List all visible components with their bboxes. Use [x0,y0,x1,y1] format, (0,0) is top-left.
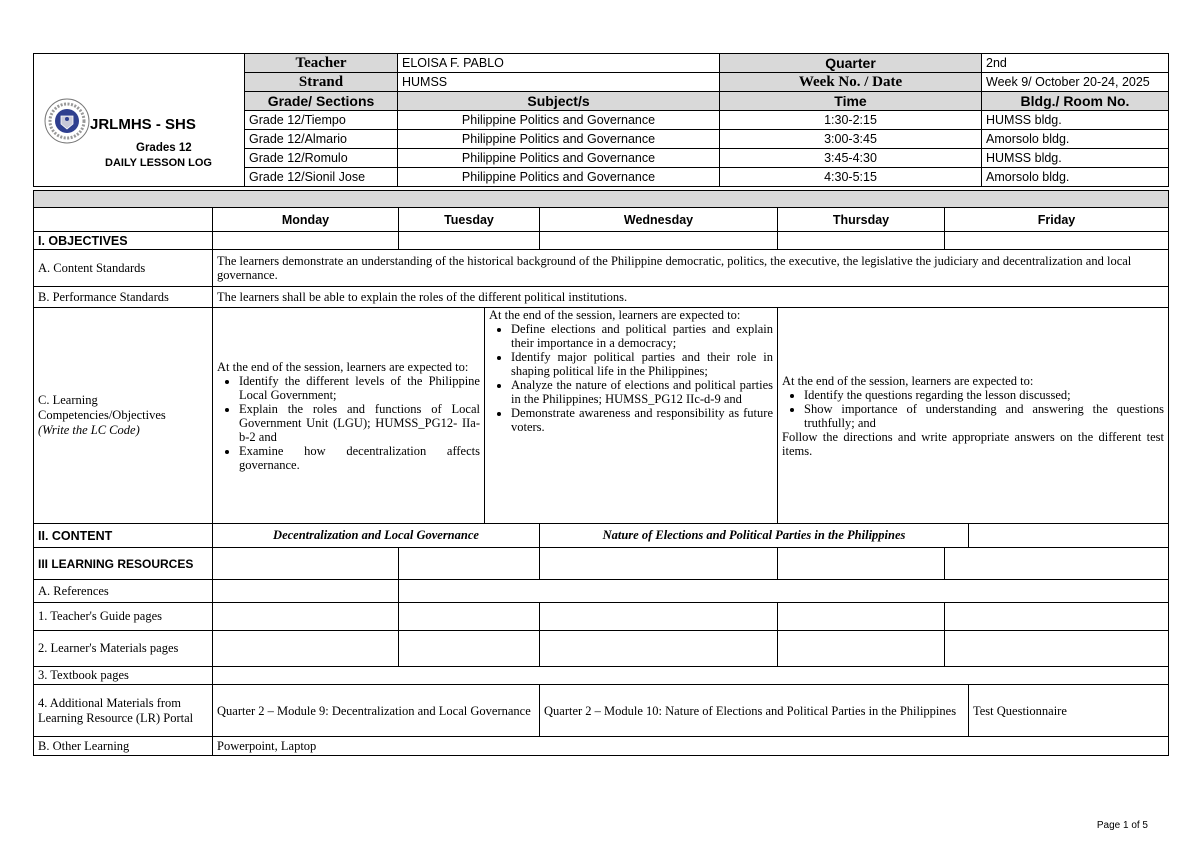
content-standards-text: The learners demonstrate an understanding of the historical background of the Philippine democratic, politics, the executive, the legislative the judiciary and decentralization and local governance. [213,250,1169,287]
performance-standards-text: The learners shall be able to explain the roles of the different political institutions. [213,287,1169,308]
lesson-log-table [33,190,1169,756]
objectives-intro: At the end of the session, learners are expected to: [782,373,1034,388]
section-room: HUMSS bldg. [982,111,1169,130]
day-friday: Friday [945,208,1169,232]
divider-band [34,191,1169,208]
deped-seal-icon [44,98,90,144]
subject-label: Subject/s [398,92,720,111]
textbook-label: 3. Textbook pages [34,667,213,685]
additional-materials-label: 4. Additional Materials from Learning Resource (LR) Portal [34,685,213,737]
objective-item: • Identify the different levels of the Philippine Local Government; [239,374,480,402]
content-heading: II. CONTENT [34,524,213,548]
wednesday-objectives [485,308,778,524]
time-label: Time [720,92,982,111]
objective-item: • Demonstrate awareness and responsibility as future voters. [511,406,773,434]
learners-materials-label: 2. Learner's Materials pages [34,631,213,667]
header-table [33,53,1169,187]
day-wednesday: Wednesday [540,208,778,232]
section-subject: Philippine Politics and Governance [398,130,720,149]
references-label: A. References [34,580,213,603]
objective-item: • Identify the questions regarding the lesson discussed; [804,388,1164,402]
section-subject: Philippine Politics and Governance [398,168,720,187]
grade-level: Grades 12 [136,142,192,154]
section-name: Grade 12/Romulo [245,149,398,168]
section-room: HUMSS bldg. [982,149,1169,168]
day-monday: Monday [213,208,399,232]
days-header-blank [34,208,213,232]
teacher-label: Teacher [245,54,398,73]
objectives-intro: At the end of the session, learners are expected to: [489,308,741,322]
day-thursday: Thursday [778,208,945,232]
objective-item: • Show importance of understanding and answering the questions truthfully; and [804,402,1164,430]
additional-material-module10: Quarter 2 – Module 10: Nature of Elections and Political Parties in the Philippines [540,685,969,737]
section-room: Amorsolo bldg. [982,130,1169,149]
section-subject: Philippine Politics and Governance [398,149,720,168]
quarter-value: 2nd [982,54,1169,73]
section-name: Grade 12/Tiempo [245,111,398,130]
additional-material-test: Test Questionnaire [969,685,1169,737]
other-learning-value: Powerpoint, Laptop [213,737,1169,756]
objective-item: • Explain the roles and functions of Local Government Unit (LGU); HUMSS_PG12- IIa-b-2 and [239,402,480,444]
learning-resources-heading: III LEARNING RESOURCES [34,548,213,580]
section-time: 1:30-2:15 [720,111,982,130]
school-logo-cell [34,54,245,187]
objective-item: • Define elections and political parties and explain their importance in a democracy; [511,322,773,350]
lc-code-note: (Write the LC Code) [38,423,140,437]
additional-material-module9: Quarter 2 – Module 9: Decentralization and Local Governance [213,685,540,737]
quarter-label: Quarter [720,54,982,73]
school-name: JRLMHS - SHS [90,116,196,133]
week-value: Week 9/ October 20-24, 2025 [982,73,1169,92]
grade-sections-label: Grade/ Sections [245,92,398,111]
content-topic-decentralization: Decentralization and Local Governance [213,524,540,548]
objective-item: • Examine how decentralization affects governance. [239,444,480,472]
section-name: Grade 12/Sionil Jose [245,168,398,187]
objectives-outro: Follow the directions and write appropriate answers on the different test items. [782,429,1164,458]
learning-competencies-title: C. Learning Competencies/Objectives [38,393,166,422]
section-time: 3:45-4:30 [720,149,982,168]
thursday-objectives [778,308,1169,524]
teachers-guide-label: 1. Teacher's Guide pages [34,603,213,631]
teacher-value: ELOISA F. PABLO [398,54,720,73]
day-tuesday: Tuesday [399,208,540,232]
objective-item: • Identify major political parties and their role in shaping political life in the Philippines; [511,350,773,378]
strand-value: HUMSS [398,73,720,92]
section-room: Amorsolo bldg. [982,168,1169,187]
section-time: 4:30-5:15 [720,168,982,187]
performance-standards-label: B. Performance Standards [34,287,213,308]
strand-label: Strand [245,73,398,92]
section-time: 3:00-3:45 [720,130,982,149]
page-number: Page 1 of 5 [1096,820,1148,831]
objectives-intro: At the end of the session, learners are expected to: [217,359,469,374]
section-name: Grade 12/Almario [245,130,398,149]
learning-competencies-label [34,308,213,524]
objective-item: • Analyze the nature of elections and political parties in the Philippines; HUMSS_PG12 IIc-d-9 and [511,378,773,406]
content-topic-elections: Nature of Elections and Political Parties in the Philippines [540,524,969,548]
section-subject: Philippine Politics and Governance [398,111,720,130]
content-standards-label: A. Content Standards [34,250,213,287]
monday-objectives [213,308,485,524]
log-title: DAILY LESSON LOG [105,157,212,169]
other-learning-label: B. Other Learning [34,737,213,756]
room-label: Bldg./ Room No. [982,92,1169,111]
week-label: Week No. / Date [720,73,982,92]
objectives-heading: I. OBJECTIVES [34,232,213,250]
